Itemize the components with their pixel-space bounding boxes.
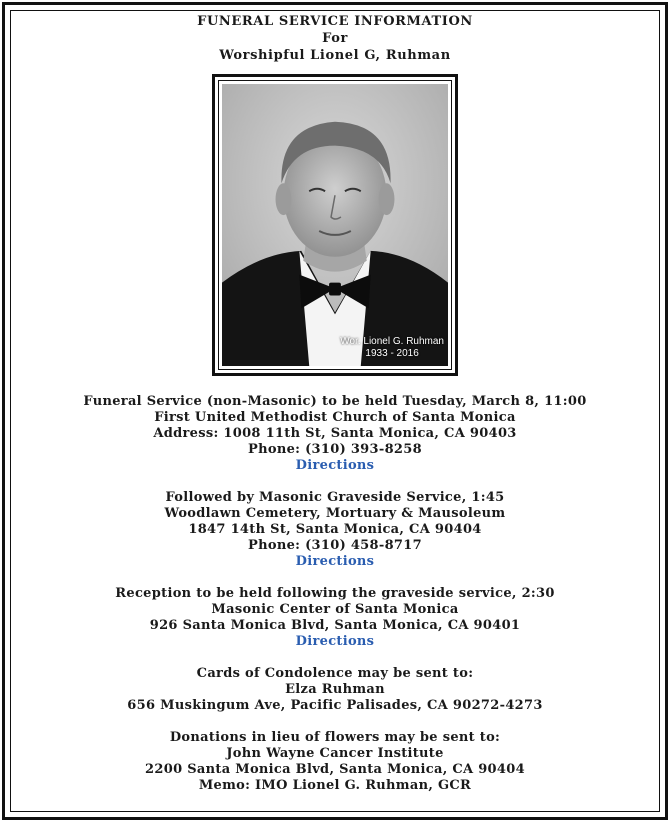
caption-years: 1933 - 2016 <box>365 348 419 359</box>
reception-address: 926 Santa Monica Blvd, Santa Monica, CA 90401 <box>149 618 521 633</box>
donations-heading: Donations in lieu of flowers may be sent to: <box>169 730 501 745</box>
page-title <box>14 13 656 64</box>
graveside-venue: Woodlawn Cemetery, Mortuary & Mausoleum <box>164 506 506 521</box>
graveside-heading: Followed by Masonic Graveside Service, 1:45 <box>165 490 505 505</box>
funeral-directions-link[interactable]: Directions <box>295 458 375 473</box>
portrait-illustration <box>222 84 448 366</box>
content <box>14 13 656 794</box>
funeral-service-section <box>14 394 656 474</box>
reception-directions-link[interactable]: Directions <box>295 634 375 649</box>
portrait-photo <box>222 84 448 366</box>
condolence-heading: Cards of Condolence may be sent to: <box>196 666 474 681</box>
graveside-address: 1847 14th St, Santa Monica, CA 90404 <box>188 522 482 537</box>
reception-heading: Reception to be held following the graveside service, 2:30 <box>115 586 555 601</box>
reception-section <box>14 586 656 650</box>
graveside-phone: Phone: (310) 458-8717 <box>248 538 422 553</box>
graveside-directions-link[interactable]: Directions <box>295 554 375 569</box>
donations-address: 2200 Santa Monica Blvd, Santa Monica, CA 90404 <box>145 762 525 777</box>
title-line-2: For <box>322 31 348 46</box>
condolence-section <box>14 666 656 714</box>
condolence-address: 656 Muskingum Ave, Pacific Palisades, CA 90272-4273 <box>127 698 543 713</box>
condolence-recipient: Elza Ruhman <box>285 682 385 697</box>
graveside-service-section <box>14 490 656 570</box>
funeral-phone: Phone: (310) 393-8258 <box>248 442 422 457</box>
title-line-1: FUNERAL SERVICE INFORMATION <box>197 14 473 29</box>
donations-recipient: John Wayne Cancer Institute <box>226 746 444 761</box>
funeral-heading: Funeral Service (non-Masonic) to be held Tuesday, March 8, 11:00 <box>83 394 587 409</box>
title-line-3: Worshipful Lionel G, Ruhman <box>219 48 451 63</box>
funeral-address: Address: 1008 11th St, Santa Monica, CA 90403 <box>153 426 517 441</box>
donations-section <box>14 730 656 794</box>
funeral-venue: First United Methodist Church of Santa Monica <box>154 410 516 425</box>
reception-venue: Masonic Center of Santa Monica <box>211 602 459 617</box>
caption-name: Wor. Lionel G. Ruhman <box>340 336 444 347</box>
portrait-frame <box>212 74 458 376</box>
portrait-caption <box>340 336 444 360</box>
donations-memo: Memo: IMO Lionel G. Ruhman, GCR <box>198 778 472 793</box>
